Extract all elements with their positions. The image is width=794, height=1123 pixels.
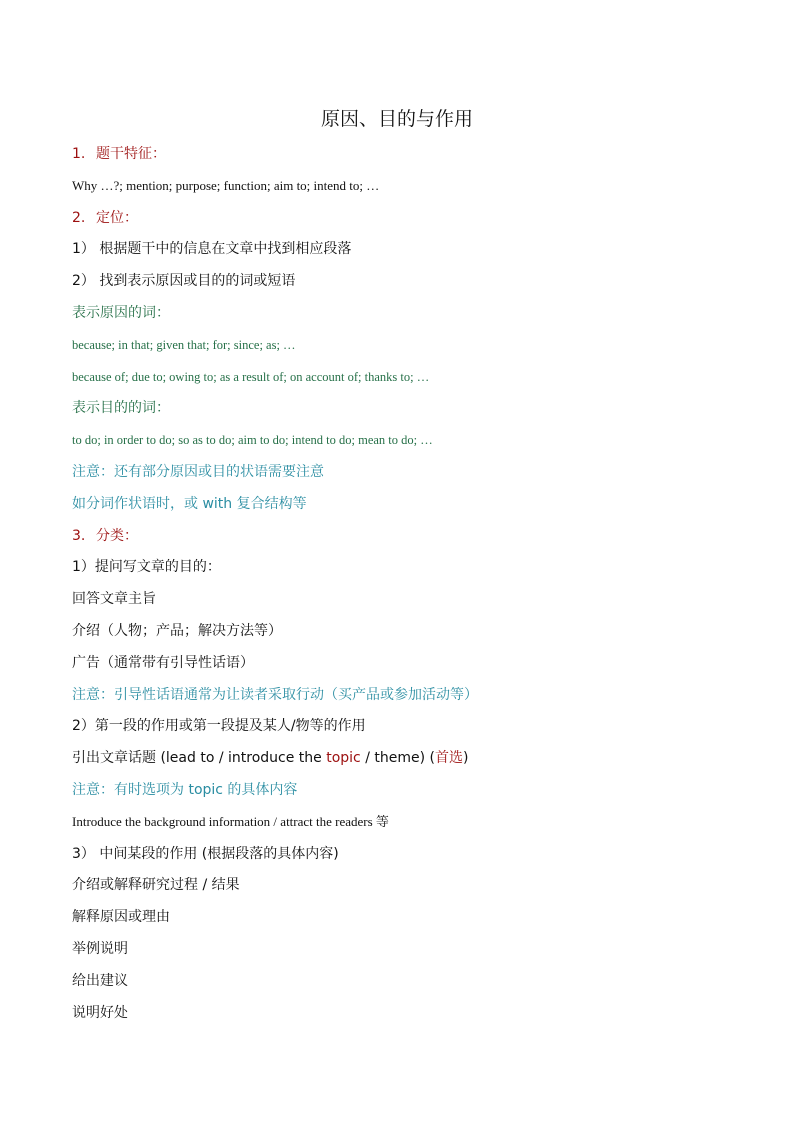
category-2-note: 注意：有时选项为 topic 的具体内容 (72, 782, 298, 798)
section-number: 3. (72, 528, 86, 544)
category-3-heading: 3） 中间某段的作用 (根据段落的具体内容) (72, 846, 339, 862)
cause-words-line-1: because; in that; given that; for; since; as; … (72, 338, 296, 352)
cause-words-heading: 表示原因的词： (72, 305, 170, 321)
section-label: 分类： (96, 528, 138, 544)
category-1-item: 回答文章主旨 (72, 591, 156, 607)
category-1-heading: 1）提问写文章的目的： (72, 559, 221, 575)
category-1-note: 注意：引导性话语通常为让读者采取行动（买产品或参加活动等） (72, 687, 478, 703)
category-3-item: 举例说明 (72, 941, 128, 957)
section-3-heading (72, 526, 138, 546)
question-keywords: Why …?; mention; purpose; function; aim to; intend to; … (72, 178, 380, 193)
section-number: 1. (72, 146, 86, 162)
category-3-item: 介绍或解释研究过程 / 结果 (72, 877, 240, 893)
note-adverbials: 注意：还有部分原因或目的状语需要注意 (72, 464, 324, 480)
section-2-heading (72, 208, 138, 228)
category-3-item: 给出建议 (72, 973, 128, 989)
purpose-words-heading: 表示目的的词： (72, 400, 170, 416)
category-1-item: 介绍（人物；产品；解决方法等） (72, 623, 282, 639)
page-title: 原因、目的与作用 (320, 108, 473, 130)
category-3-item: 说明好处 (72, 1005, 128, 1021)
note-participle: 如分词作状语时，或 with 复合结构等 (72, 496, 307, 512)
section-1-heading (72, 144, 166, 164)
text-segment: 引出文章话题 (lead to / introduce the (72, 750, 327, 766)
category-3-item: 解释原因或理由 (72, 909, 170, 925)
cause-words-line-2: because of; due to; owing to; as a result of; on account of; thanks to; … (72, 370, 430, 384)
category-2-line-2: Introduce the background information / attract the readers 等 (72, 814, 389, 829)
section-number: 2. (72, 210, 86, 226)
highlight-topic: topic (326, 750, 361, 766)
category-1-item: 广告（通常带有引导性话语） (72, 655, 254, 671)
text-segment: / theme) ( (360, 750, 435, 766)
section-label: 题干特征： (96, 146, 166, 162)
section-label: 定位： (96, 210, 138, 226)
text-segment: ) (462, 750, 469, 766)
locate-step-2: 2） 找到表示原因或目的的词或短语 (72, 273, 296, 289)
locate-step-1: 1） 根据题干中的信息在文章中找到相应段落 (72, 241, 352, 257)
category-2-line (72, 748, 468, 768)
purpose-words-line: to do; in order to do; so as to do; aim to do; intend to do; mean to do; … (72, 433, 433, 447)
category-2-heading: 2）第一段的作用或第一段提及某人/物等的作用 (72, 718, 366, 734)
highlight-preferred: 首选 (434, 750, 463, 766)
